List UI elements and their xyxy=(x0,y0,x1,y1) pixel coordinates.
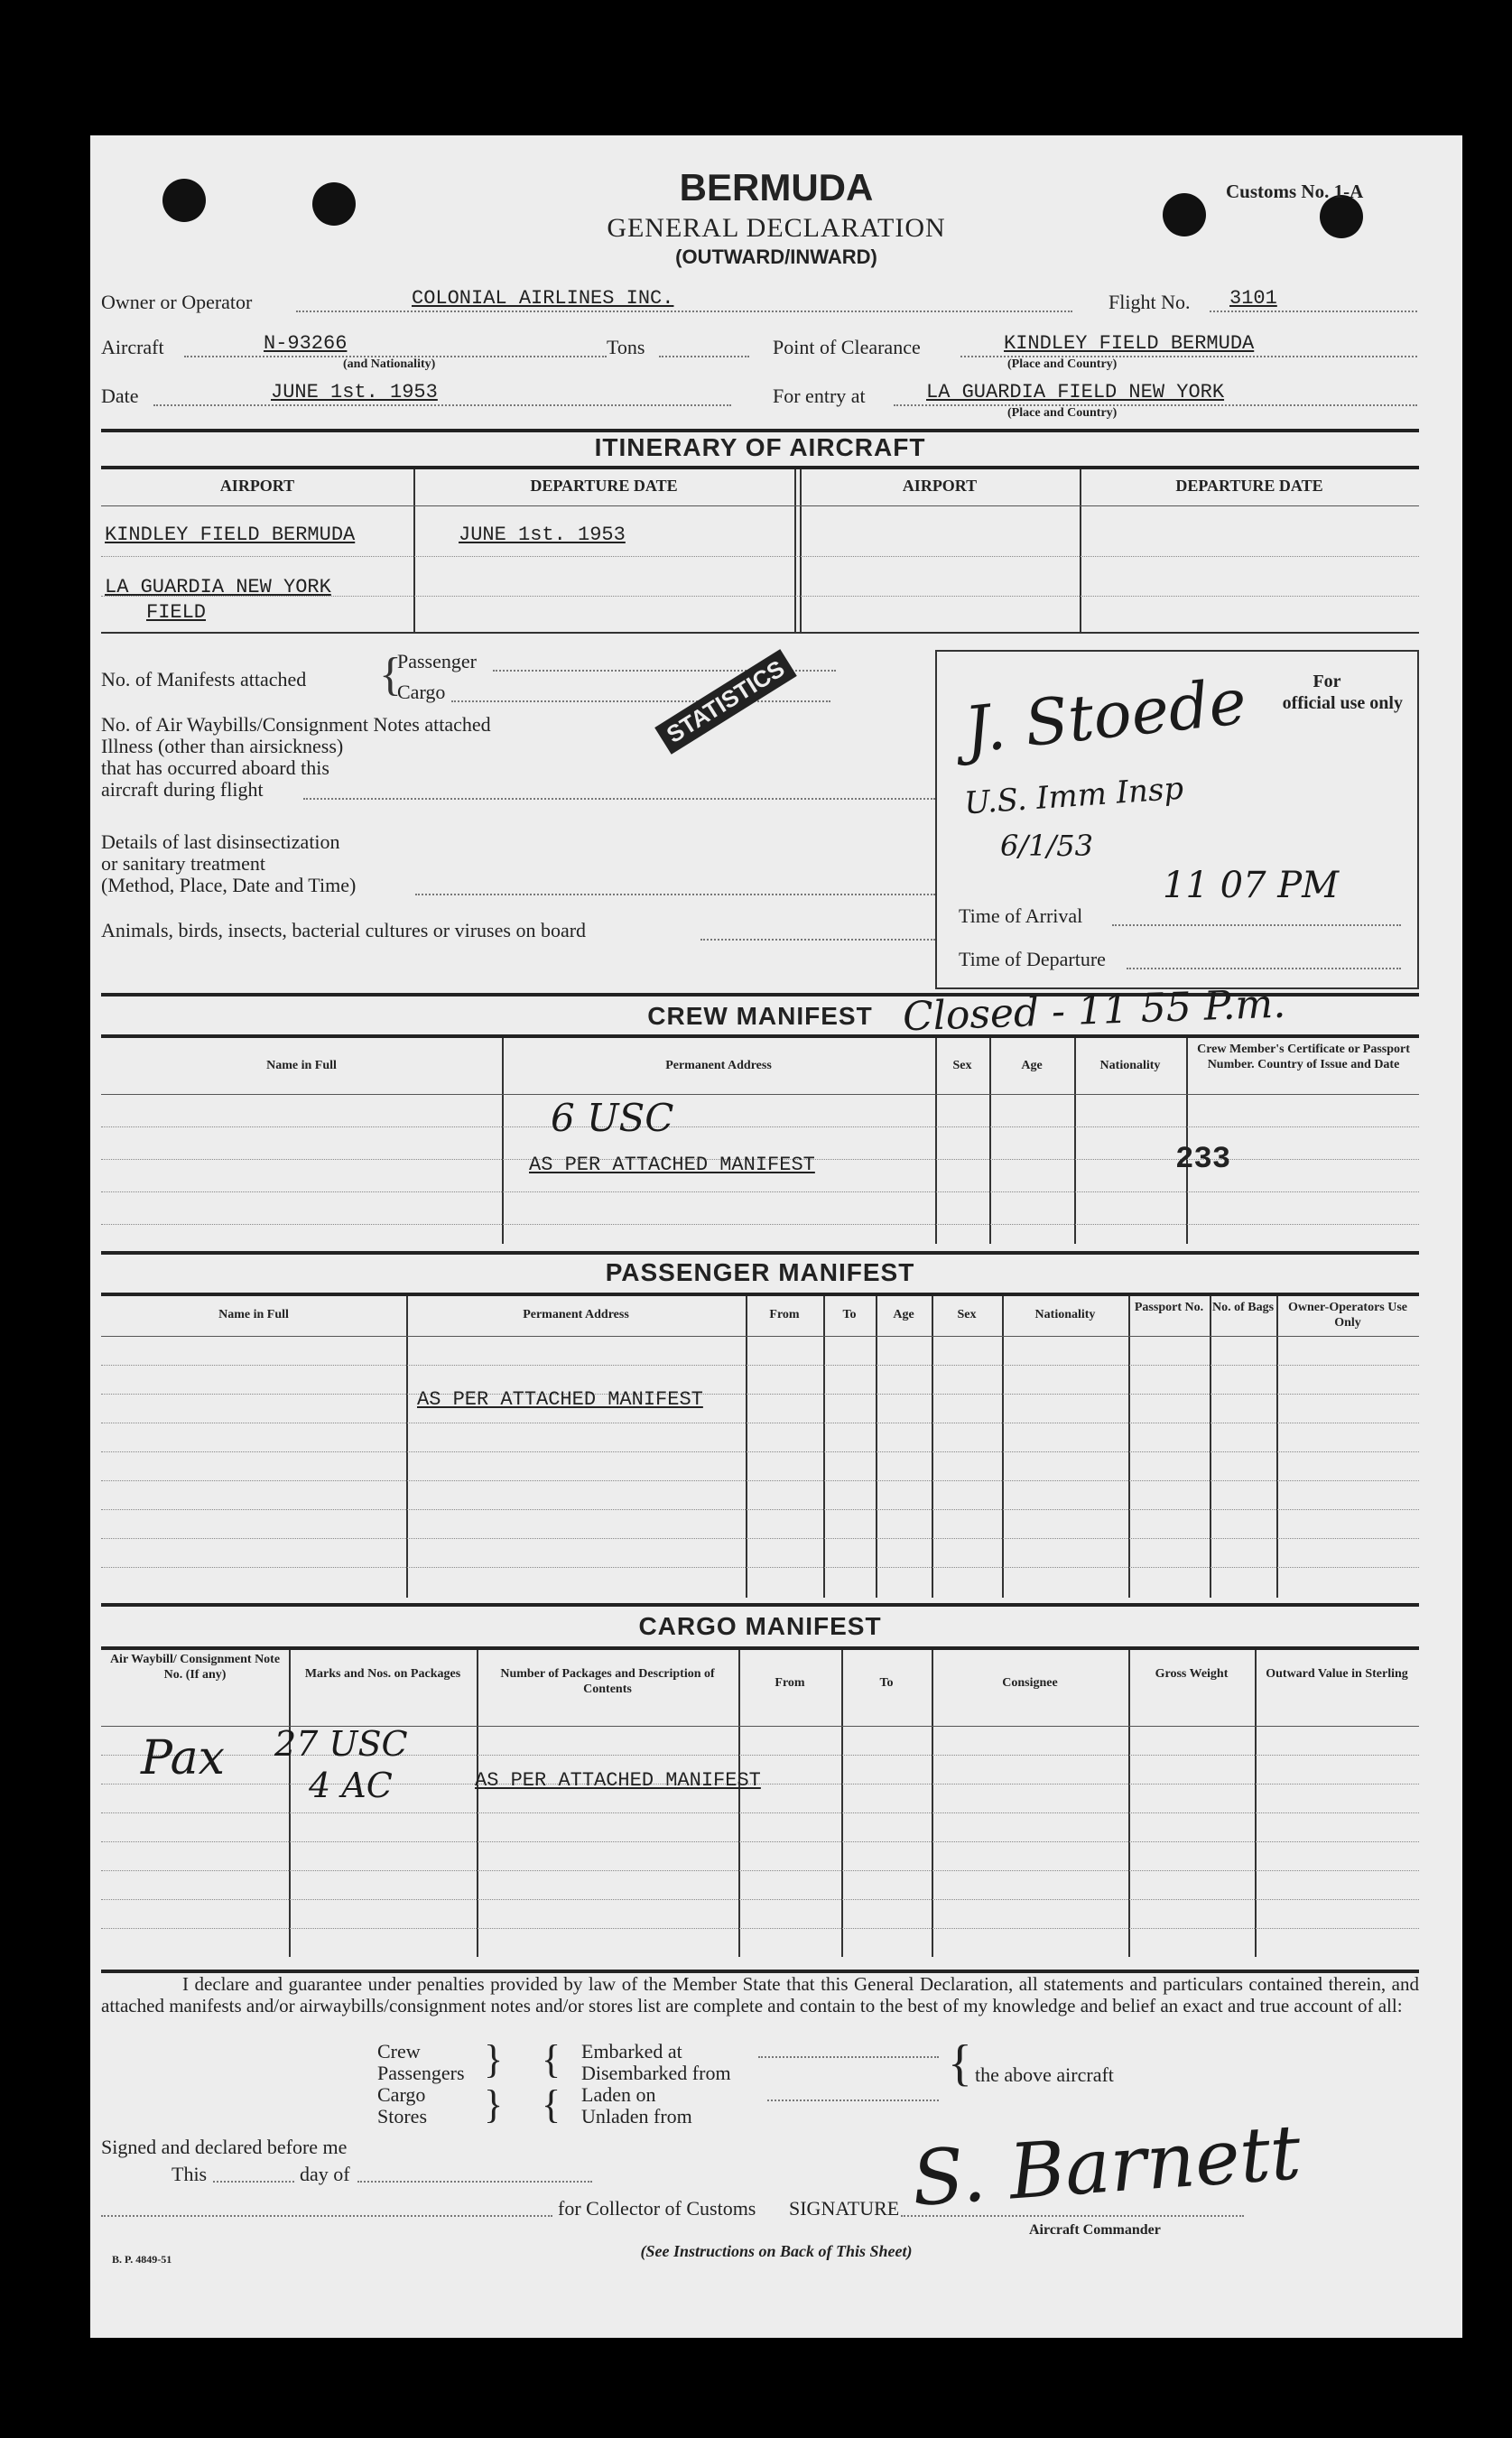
aircraft-value: N-93266 xyxy=(264,332,348,355)
crew-title: CREW MANIFEST xyxy=(647,1002,873,1030)
passenger-header: No. of Bags xyxy=(1211,1301,1275,1314)
cargo-header: Number of Packages and Description of Contents xyxy=(500,1667,715,1696)
cargo-hand-marks-2: 4 AC xyxy=(309,1766,393,1805)
entry-value: LA GUARDIA FIELD NEW YORK xyxy=(926,381,1225,403)
decl-passengers: Passengers xyxy=(377,2062,465,2084)
cargo-header: From xyxy=(775,1676,805,1690)
aircraft-label: Aircraft xyxy=(101,336,164,358)
passenger-header: Nationality xyxy=(1034,1308,1096,1321)
clearance-label: Point of Clearance xyxy=(773,336,921,358)
official-label-2: official use only xyxy=(1282,693,1403,713)
passenger-title: PASSENGER MANIFEST xyxy=(605,1258,915,1286)
itin-header-airport: AIRPORT xyxy=(902,477,978,495)
arrival-label: Time of Arrival xyxy=(959,904,1083,927)
signed-label: Signed and declared before me xyxy=(101,2136,348,2158)
illness-line-1: Illness (other than airsickness) xyxy=(101,735,344,757)
entry-note: (Place and Country) xyxy=(1007,406,1118,420)
clearance-value: KINDLEY FIELD BERMUDA xyxy=(1004,332,1255,355)
declaration-form: BERMUDA GENERAL DECLARATION (OUTWARD/INWARD) Customs No. 1-A Owner or Operator COLONIAL AIRLINES INC. Flight No. 3101 Aircraft N-93266 (and Nationality) Tons Point of Clearance KINDLEY FIELD BERMUDA (Place and Country) Date JUNE 1st. 1953 For entry at LA GUARDIA FIELD NEW YORK (Place and Country) ITINERARY OF AIRCRAFT AIRPORT DEPARTURE DATE AIRPORT DEPARTURE DATE KINDLEY FIELD BERMUDA JUNE 1st. 1953 LA GUARDIA NEW YORK FIELD No. of Manifests attached { Passenger Cargo No. of Air Waybills/Consignment Notes attached STATISTICS Illness (other than airsickness) that has occurred aboard this aircraft during flight Details of last disinsectization or sanitary treatment (Method, Place, Date and Time) Animals, birds, insects, bacterial cultures or viruses on board For official use only J. Stoede U.S. Imm Insp 6/1/53 Time of Arrival 11 07 PM Time of Departure CREW MANIFEST Closed - 11 55 P.m. Name in Full Permanent Address Sex Age Nationality Crew Member's Certificate or Passport Number. Country of Issue and Date 6 USC AS PER ATTACHED MANIFEST 233 PASSENGER MANIFEST Name in Full Permanent Address From To Age Sex Nationality Passport No. No. of Bags Owner-Operators Use Only AS PER ATTACHED MANIFEST CARGO MANIFEST Air Waybill/ Consignment Note No. (If any) Marks and Nos. on Packages Number of Packages and Description of Contents From To Consignee Gross Weight Outward Value in Sterling Pax 27 USC 4 AC AS PER ATTACHED MANIFEST I declare and guarantee under penalties provided by law of the Member State that this General Declaration, all statements and particulars contained therein, and attached manifests and/or airwaybills/consignment notes and/or stores list are complete and contain to the best of my knowledge and belief an exact and true account of all: Crew Passengers Cargo Stores } { } { Embarked at Disembarked from Laden on Unladen from { the above aircraft Signed and declared before me This day of for Collector of Customs SIGNATURE S. Barnett Aircraft Commander B. P. 4849-51 (See Instructions on Back of This Sheet) xyxy=(90,135,1462,2338)
crew-header: Sex xyxy=(952,1059,972,1072)
decl-laden: Laden on xyxy=(581,2083,656,2106)
signature-label: SIGNATURE xyxy=(789,2197,900,2220)
animals-label: Animals, birds, insects, bacterial cultures or viruses on board xyxy=(101,919,587,941)
waybills-label: No. of Air Waybills/Consignment Notes attached xyxy=(101,713,491,736)
itin-header-date: DEPARTURE DATE xyxy=(530,477,678,495)
decl-embarked: Embarked at xyxy=(581,2040,682,2063)
flight-label: Flight No. xyxy=(1108,291,1191,313)
illness-line-2: that has occurred aboard this xyxy=(101,756,329,779)
cargo-header: To xyxy=(879,1676,894,1690)
cargo-header: Gross Weight xyxy=(1155,1667,1229,1681)
manifest-cargo-label: Cargo xyxy=(397,681,446,703)
passenger-entry: AS PER ATTACHED MANIFEST xyxy=(417,1388,703,1411)
form-code: B. P. 4849-51 xyxy=(112,2253,172,2266)
entry-label: For entry at xyxy=(773,385,866,407)
departure-label: Time of Departure xyxy=(959,948,1106,970)
instructions-note: (See Instructions on Back of This Sheet) xyxy=(640,2242,913,2260)
cargo-header: Marks and Nos. on Packages xyxy=(304,1667,461,1681)
date-value: JUNE 1st. 1953 xyxy=(271,381,438,403)
decl-stores: Stores xyxy=(377,2105,427,2127)
cargo-hand-marks-1: 27 USC xyxy=(274,1724,408,1764)
passenger-header: Permanent Address xyxy=(523,1308,629,1321)
cargo-title: CARGO MANIFEST xyxy=(638,1612,882,1640)
crew-number: 233 xyxy=(1175,1143,1231,1177)
itin-airport-2-cont: FIELD xyxy=(146,601,207,624)
crew-closed-note: Closed - 11 55 P.m. xyxy=(902,980,1286,1041)
cargo-header: Air Waybill/ Consignment Note No. (If any) xyxy=(109,1653,281,1682)
manifests-label: No. of Manifests attached xyxy=(101,668,307,691)
passenger-header: Sex xyxy=(957,1308,977,1321)
statistics-stamp: STATISTICS xyxy=(654,649,796,754)
date-label: Date xyxy=(101,385,139,407)
crew-header: Name in Full xyxy=(266,1059,337,1072)
collector-label: for Collector of Customs xyxy=(558,2197,756,2220)
tons-label: Tons xyxy=(607,336,645,358)
crew-header: Permanent Address xyxy=(665,1059,772,1072)
crew-header: Nationality xyxy=(1099,1059,1161,1072)
passenger-header: To xyxy=(842,1308,857,1321)
crew-header: Age xyxy=(1021,1059,1043,1072)
illness-line-3: aircraft during flight xyxy=(101,778,264,801)
decl-tail: the above aircraft xyxy=(975,2063,1114,2086)
owner-label: Owner or Operator xyxy=(101,291,253,313)
passenger-header: Age xyxy=(893,1308,914,1321)
itin-header-date: DEPARTURE DATE xyxy=(1175,477,1323,495)
decl-unladen: Unladen from xyxy=(581,2105,692,2127)
itin-airport-1: KINDLEY FIELD BERMUDA xyxy=(105,524,356,546)
decl-crew: Crew xyxy=(377,2040,421,2063)
passenger-header: Owner-Operators Use Only xyxy=(1287,1301,1408,1330)
owner-value: COLONIAL AIRLINES INC. xyxy=(412,287,674,310)
passenger-header: From xyxy=(769,1308,800,1321)
aircraft-note: (and Nationality) xyxy=(343,357,436,371)
passenger-header: Name in Full xyxy=(218,1308,289,1321)
this-label: This xyxy=(172,2163,208,2185)
disinsect-line-2: or sanitary treatment xyxy=(101,852,266,875)
form-title: BERMUDA xyxy=(679,166,874,209)
cargo-header: Consignee xyxy=(1002,1676,1058,1690)
form-direction: (OUTWARD/INWARD) xyxy=(675,246,877,268)
day-label: day of xyxy=(300,2163,350,2185)
passenger-header: Passport No. xyxy=(1134,1301,1204,1314)
cargo-hand-pax: Pax xyxy=(141,1731,225,1785)
crew-header: Crew Member's Certificate or Passport Number. Country of Issue and Date xyxy=(1197,1043,1410,1071)
official-signature: J. Stoede xyxy=(960,663,1250,768)
disinsect-line-3: (Method, Place, Date and Time) xyxy=(101,874,357,896)
disinsect-line-1: Details of last disinsectization xyxy=(101,830,340,853)
itin-date-1: JUNE 1st. 1953 xyxy=(459,524,626,546)
manifest-passenger-label: Passenger xyxy=(397,650,477,672)
itin-header-airport: AIRPORT xyxy=(219,477,295,495)
commander-signature: S. Barnett xyxy=(909,2108,1304,2223)
official-use-box xyxy=(935,650,1419,989)
declaration-text: I declare and guarantee under penalties provided by law of the Member State that this General Declaration, all statements and particulars contained therein, and attached manifests and/or airwaybills/consignment notes and/or stores list are complete and contain to the best of my knowledge and belief an exact and true account of all: xyxy=(101,1973,1419,2016)
decl-disembarked: Disembarked from xyxy=(581,2062,731,2084)
crew-hand-note: 6 USC xyxy=(551,1096,674,1140)
official-signature-title: U.S. Imm Insp xyxy=(962,770,1185,822)
cargo-entry: AS PER ATTACHED MANIFEST xyxy=(475,1769,761,1792)
crew-entry: AS PER ATTACHED MANIFEST xyxy=(529,1154,815,1176)
itin-airport-2: LA GUARDIA NEW YORK xyxy=(105,576,331,598)
itinerary-title: ITINERARY OF AIRCRAFT xyxy=(594,433,926,461)
customs-form-ref: Customs No. 1-A xyxy=(1226,181,1364,202)
decl-cargo: Cargo xyxy=(377,2083,426,2106)
official-label-1: For xyxy=(1313,672,1341,691)
arrival-value: 11 07 PM xyxy=(1163,865,1340,906)
flight-value: 3101 xyxy=(1229,287,1277,310)
official-signature-date: 6/1/53 xyxy=(1000,829,1093,863)
commander-label: Aircraft Commander xyxy=(1029,2222,1161,2238)
form-subtitle: GENERAL DECLARATION xyxy=(607,213,946,243)
clearance-note: (Place and Country) xyxy=(1007,357,1118,371)
cargo-header: Outward Value in Sterling xyxy=(1266,1667,1408,1681)
